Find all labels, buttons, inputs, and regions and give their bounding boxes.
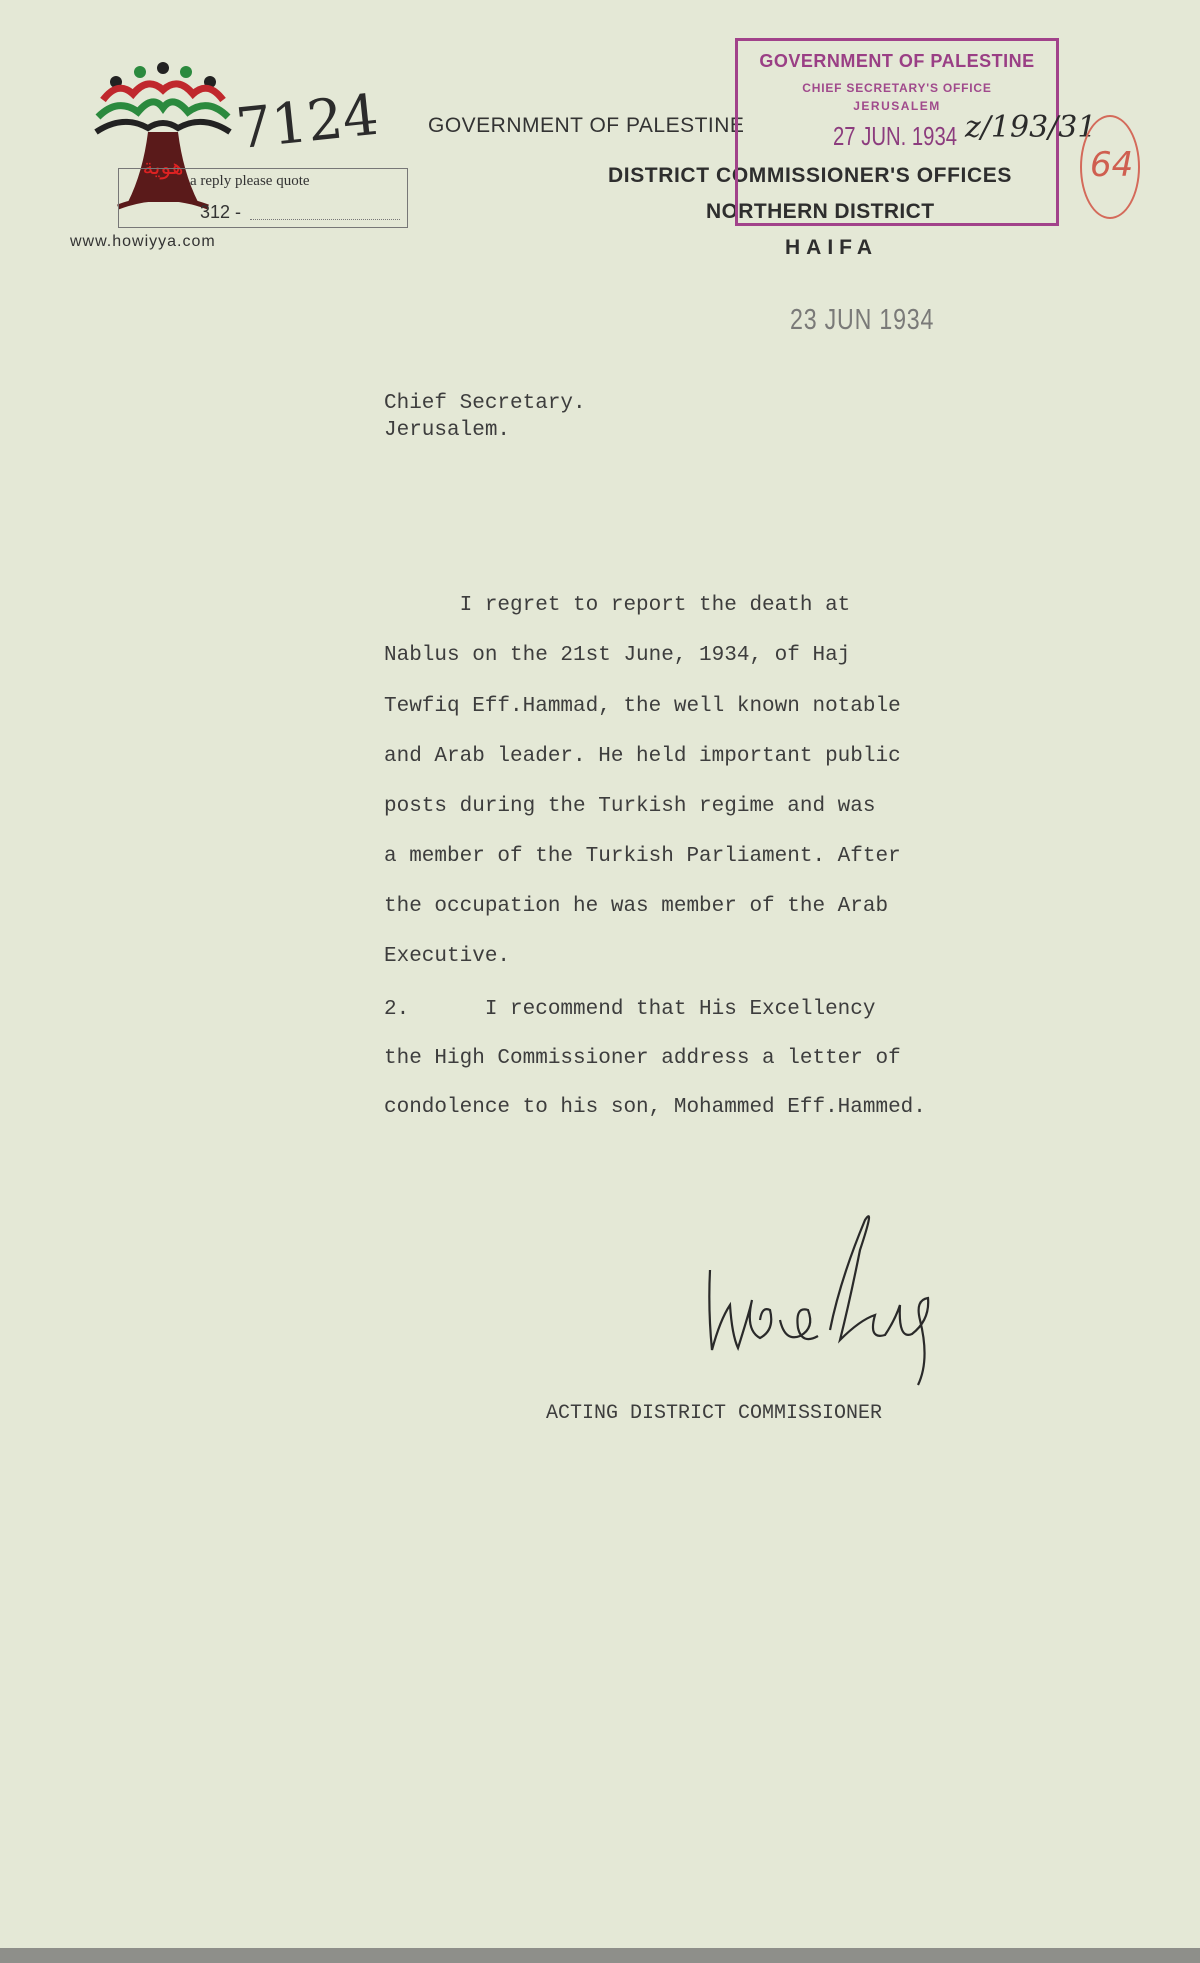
letterhead-office: DISTRICT COMMISSIONER'S OFFICES [608, 164, 1012, 187]
body-line: Tewfiq Eff.Hammad, the well known notable [384, 695, 901, 718]
body-line: condolence to his son, Mohammed Eff.Hammed. [384, 1096, 926, 1119]
body-line: Nablus on the 21st June, 1934, of Haj [384, 644, 851, 667]
addressee-line2: Jerusalem. [384, 419, 511, 442]
handwritten-stamp-reference: z/193/31 [965, 110, 1097, 145]
body-line: I regret to report the death at [384, 594, 851, 617]
received-stamp-line1: GOVERNMENT OF PALESTINE [759, 51, 1035, 71]
signature-title: ACTING DISTRICT COMMISSIONER [546, 1402, 883, 1425]
body-line: the High Commissioner address a letter of [384, 1047, 901, 1070]
logo-text: هوية [142, 155, 184, 180]
scan-edge [0, 1948, 1200, 1963]
reference-number: 312 - [200, 202, 242, 222]
body-line: the occupation he was member of the Arab [384, 895, 889, 918]
body-line: a member of the Turkish Parliament. After [384, 845, 901, 868]
letterhead-government: GOVERNMENT OF PALESTINE [428, 114, 745, 137]
addressee-line1: Chief Secretary. [384, 392, 586, 415]
received-stamp-line2: CHIEF SECRETARY'S OFFICE [802, 81, 992, 95]
watermark-url: www.howiyya.com [70, 233, 216, 250]
letterhead-city: HAIFA [785, 236, 878, 259]
circled-number-text: 64 [1090, 145, 1134, 185]
handwritten-signature [690, 1210, 970, 1390]
letterhead-district: NORTHERN DISTRICT [706, 200, 935, 223]
reference-dotted-line [250, 219, 400, 220]
reference-label: a reply please quote [190, 173, 310, 189]
body-line: and Arab leader. He held important public [384, 745, 901, 768]
received-stamp-line3: JERUSALEM [853, 99, 941, 113]
date-stamp: 23 JUN 1934 [790, 304, 935, 336]
body-line: posts during the Turkish regime and was [384, 795, 876, 818]
body-line: Executive. [384, 945, 511, 968]
body-line: 2. I recommend that His Excellency [384, 998, 876, 1021]
handwritten-file-number: 7124 [232, 82, 382, 163]
circled-folio-number [1080, 115, 1140, 219]
received-stamp-date: 27 JUN. 1934 [833, 121, 958, 151]
